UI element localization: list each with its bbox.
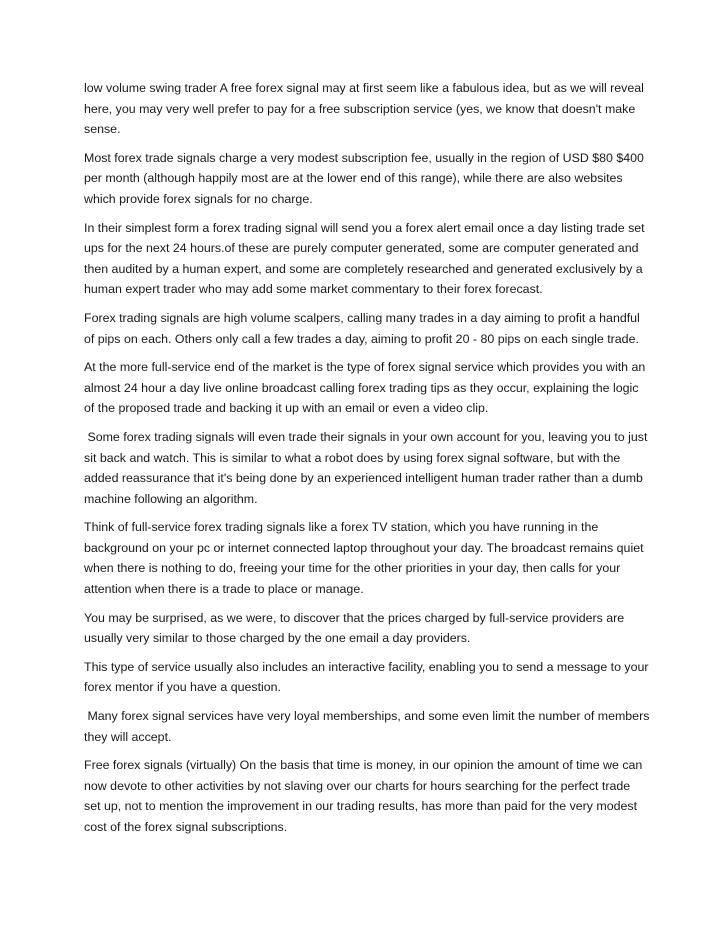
paragraph-4: Forex trading signals are high volume scalpers, calling many trades in a day aiming to profit a handful of pips on each. Others only call a few trades a day, aiming to profit 20 - 80 pips on each single trade. bbox=[84, 310, 644, 346]
paragraph-6: Some forex trading signals will even trade their signals in your own account for you, leaving you to just sit back and watch. This is similar to what a robot does by using forex signal software, but with the added reassurance that it's being done by an experienced intelligent human trader rather than a dumb machine following an algorithm. bbox=[84, 429, 651, 506]
document-body bbox=[84, 78, 653, 846]
paragraph-1: low volume swing trader A free forex signal may at first seem like a fabulous idea, but as we will reveal here, you may very well prefer to pay for a free subscription service (yes, we know that doesn't make sense. bbox=[84, 81, 648, 137]
paragraph-3: In their simplest form a forex trading signal will send you a forex alert email once a day listing trade set ups for the next 24 hours.of these are purely computer generated, some are computer generated and then audited by a human expert, and some are completely researched and generated exclusively by a human expert trader who may add some market commentary to their forex forecast. bbox=[84, 220, 649, 297]
paragraph-7: Think of full-service forex trading signals like a forex TV station, which you have running in the background on your pc or internet connected laptop throughout your day. The broadcast remains quiet when there is nothing to do, freeing your time for the other priorities in your day, then calls for your attention when there is a trade to place or manage. bbox=[84, 520, 647, 597]
paragraph-2: Most forex trade signals charge a very modest subscription fee, usually in the region of USD $80 $400 per month (although happily most are at the lower end of this range), while there are also websites which provide forex signals for no charge. bbox=[84, 150, 648, 206]
paragraph-5: At the more full-service end of the market is the type of forex signal service which provides you with an almost 24 hour a day live online broadcast calling forex trading tips as they occur, explaining the logic of the proposed trade and backing it up with an email or even a video clip. bbox=[84, 360, 649, 416]
paragraph-10: Many forex signal services have very loyal memberships, and some even limit the number of members they will accept. bbox=[84, 709, 653, 744]
paragraph-8: You may be surprised, as we were, to discover that the prices charged by full-service providers are usually very similar to those charged by the one email a day providers. bbox=[84, 610, 628, 646]
paragraph-9: This type of service usually also includes an interactive facility, enabling you to send a message to your forex mentor if you have a question. bbox=[84, 659, 652, 695]
paragraph-11: Free forex signals (virtually) On the basis that time is money, in our opinion the amount of time we can now devote to other activities by not slaving over our charts for hours searching for the perfect trade set up, not to mention the improvement in our trading results, has more than paid for the very modest cost of the forex signal subscriptions. bbox=[84, 758, 646, 834]
